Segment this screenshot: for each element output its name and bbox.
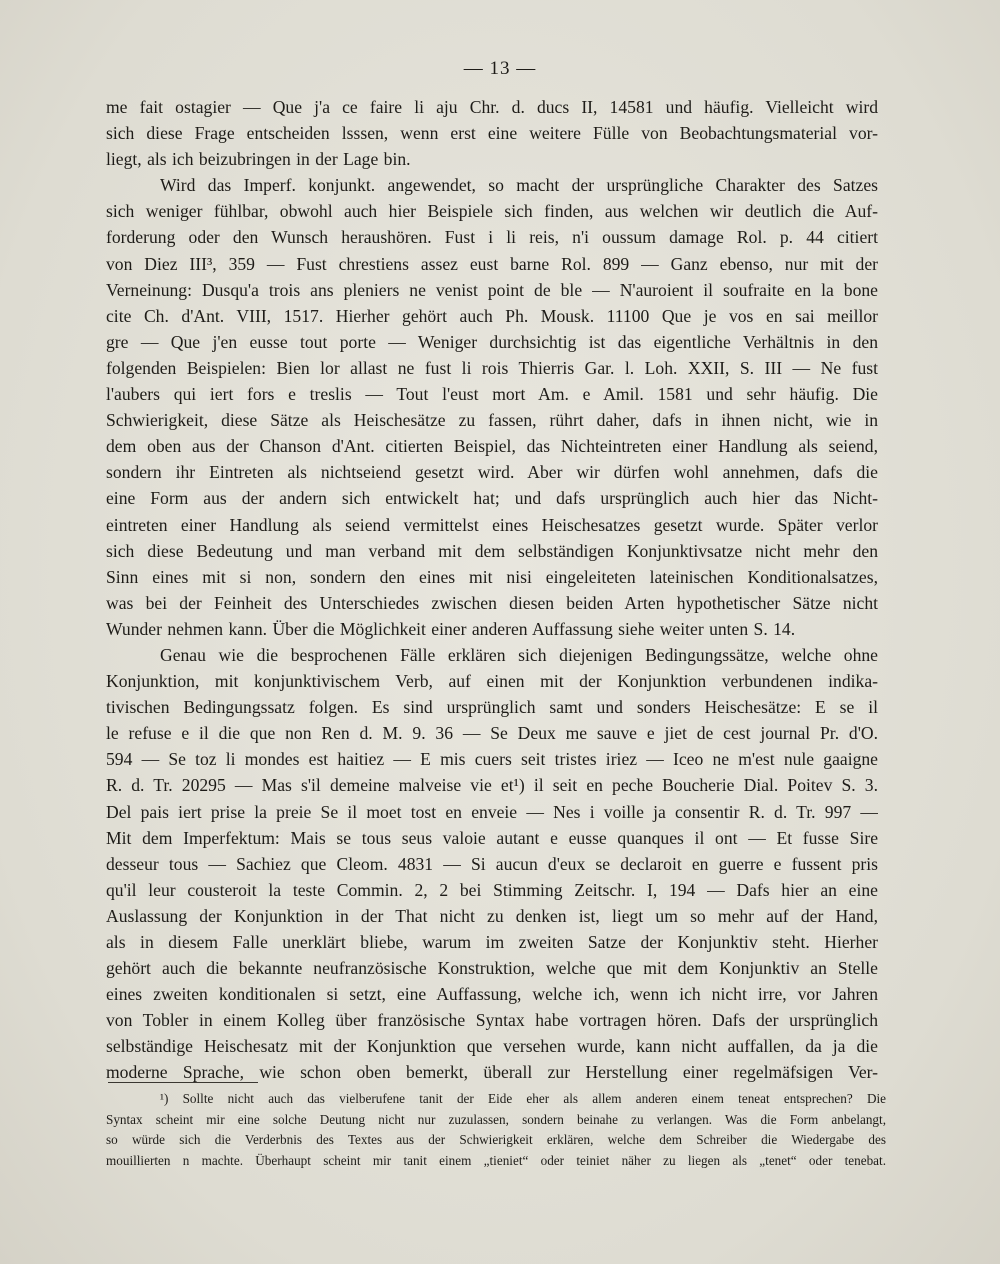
text-line: Verneinung: Dusqu'a trois ans pleniers ne venist point de ble — N'auroient il soufraite en la bone <box>106 279 878 300</box>
text-line: als in diesem Falle unerklärt bliebe, warum im zweiten Satze der Konjunktiv steht. Hierher <box>106 932 878 952</box>
text-line: Mit dem Imperfektum: Mais se tous seus valoie autant e eusse quanques il ont — Et fusse Sire <box>106 827 878 848</box>
text-line: gre — Que j'en eusse tout porte — Weniger durchsichtig ist das eigentliche Verhältnis in den <box>106 331 878 352</box>
text-line: le refuse e il die que non Ren d. M. 9. 36 — Se Deux me sauve e jiet de cest journal Pr. d'O. <box>106 723 878 744</box>
text-line: sich weniger fühlbar, obwohl auch hier Beispiele sich finden, aus welchen wir deutlich die Auf- <box>106 201 878 222</box>
text-line: sondern ihr Eintreten als nichtseiend gesetzt wird. Aber wir dürfen wohl annehmen, dafs die <box>106 462 878 483</box>
text-line: eine Form aus der andern sich entwickelt hat; und dafs ursprünglich auch hier das Nicht- <box>106 488 878 509</box>
text-line: Genau wie die besprochenen Fälle erklären sich diejenigen Bedingungssätze, welche ohne <box>160 644 878 665</box>
text-line: selbständige Heischesatz mit der Konjunktion que versehen wurde, kann nicht auffallen, da ja die <box>106 1036 878 1057</box>
text-line: Del pais iert prise la preie Se il moet tost en enveie — Nes i voille ja consentir R. d. Tr. 997 — <box>106 801 878 822</box>
text-line: Wunder nehmen kann. Über die Möglichkeit einer anderen Auffassung siehe weiter unten S. 14. <box>106 618 796 639</box>
text-line: eintreten einer Handlung als seiend vermittelst eines Heischesatzes gesetzt wurde. Später verlor <box>106 514 878 535</box>
text-line: qu'il leur cousteroit la teste Commin. 2, 2 bei Stimming Zeitschr. I, 194 — Dafs hier an eine <box>106 879 878 900</box>
footnote-line: ¹) Sollte nicht auch das vielberufene tanit der Eide eher als allem anderen einem teneat entsprechen? Die <box>160 1091 886 1106</box>
text-line: folgenden Beispielen: Bien lor allast ne fust li rois Thierris Gar. l. Loh. XXII, S. III — Ne fust <box>106 357 878 378</box>
text-line: R. d. Tr. 20295 — Mas s'il demeine malveise vie et¹) il seit en peche Boucherie Dial. Poitev S. 3. <box>106 775 878 796</box>
text-line: moderne Sprache, wie schon oben bemerkt, überall zur Herstellung einer regelmäfsigen Ver- <box>106 1062 878 1083</box>
text-line: Konjunktion, mit konjunktivischem Verb, auf einen mit der Konjunktion verbundenen indika- <box>106 671 878 692</box>
text-line: tivischen Bedingungssatz folgen. Es sind ursprünglich samt und sonders Heischesätze: E se il <box>106 697 878 718</box>
text-line: Wird das Imperf. konjunkt. angewendet, so macht der ursprüngliche Charakter des Satzes <box>160 175 878 196</box>
text-line: sich diese Frage entscheiden lsssen, wenn erst eine weitere Fülle von Beobachtungsmaterial vor- <box>106 123 878 144</box>
text-line: me fait ostagier — Que j'a ce faire li aju Chr. d. ducs II, 14581 und häufig. Vielleicht wird <box>106 97 878 117</box>
footnote-line: Syntax scheint mir eine solche Deutung nicht nur zuzulassen, sondern beinahe zu verlangen. Was die Form anbelangt, <box>106 1111 886 1127</box>
footnotes <box>106 1089 886 1171</box>
text-line: dem oben aus der Chanson d'Ant. citierten Beispiel, das Nichteintreten einer Handlung als seiend, <box>106 436 878 457</box>
text-line: desseur tous — Sachiez que Cleom. 4831 — Si aucun d'eux se declaroit en guerre e fussent pris <box>106 853 878 874</box>
text-line: gehört auch die bekannte neufranzösische Konstruktion, welche que mit dem Konjunktiv an Stelle <box>106 958 878 979</box>
text-line: von Tobler in einem Kolleg über französische Syntax habe vortragen hören. Dafs der ursprünglich <box>106 1010 878 1031</box>
text-line: cite Ch. d'Ant. VIII, 1517. Hierher gehört auch Ph. Mousk. 11100 Que je vos en sai meillor <box>106 305 878 326</box>
text-line: Schwierigkeit, diese Sätze als Heischesätze zu fassen, rührt daher, dafs in ihnen nicht, wie in <box>106 410 878 431</box>
text-line: sich diese Bedeutung und man verband mit dem selbständigen Konjunktivsatze nicht mehr den <box>106 540 878 561</box>
footnote-line: so würde sich die Verderbnis des Textes aus der Schwierigkeit erklären, welche dem Schreiber die Wiedergabe des <box>106 1132 886 1147</box>
text-line: Auslassung der Konjunktion in der That nicht zu denken ist, liegt um so mehr auf der Hand, <box>106 905 878 926</box>
text-line: was bei der Feinheit des Unterschiedes zwischen diesen beiden Arten hypothetischer Sätze nicht <box>106 592 878 613</box>
page-number: — 13 — <box>463 58 537 79</box>
body-text <box>106 94 878 1086</box>
text-line: 594 — Se toz li mondes est haitiez — E mis cuers seit tristes iriez — Iceo ne m'est nule gaaigne <box>106 749 878 770</box>
text-line: von Diez III³, 359 — Fust chrestiens assez eust barne Rol. 899 — Ganz ebenso, nur mit der <box>106 253 878 274</box>
text-line: l'aubers qui iert fors e treslis — Tout l'eust mort Am. e Amil. 1581 und sehr häufig. Die <box>106 384 878 405</box>
text-line: liegt, als ich beizubringen in der Lage bin. <box>106 149 411 170</box>
text-line: forderung oder den Wunsch heraushören. Fust i li reis, n'i oussum damage Rol. p. 44 citiert <box>106 227 878 248</box>
footnote-divider <box>108 1082 258 1083</box>
text-line: eines zweiten konditionalen si setzt, eine Auffassung, welche ich, wenn ich nicht irre, vor Jahren <box>106 984 878 1005</box>
footnote-line: mouillierten n machte. Überhaupt scheint mir tanit einem „tieniet“ oder teiniet näher zu liegen als „tenet“ oder tenebat. <box>106 1152 886 1168</box>
text-line: Sinn eines mit si non, sondern den eines mit nisi eingeleiteten lateinischen Konditionalsatzes, <box>106 566 878 587</box>
